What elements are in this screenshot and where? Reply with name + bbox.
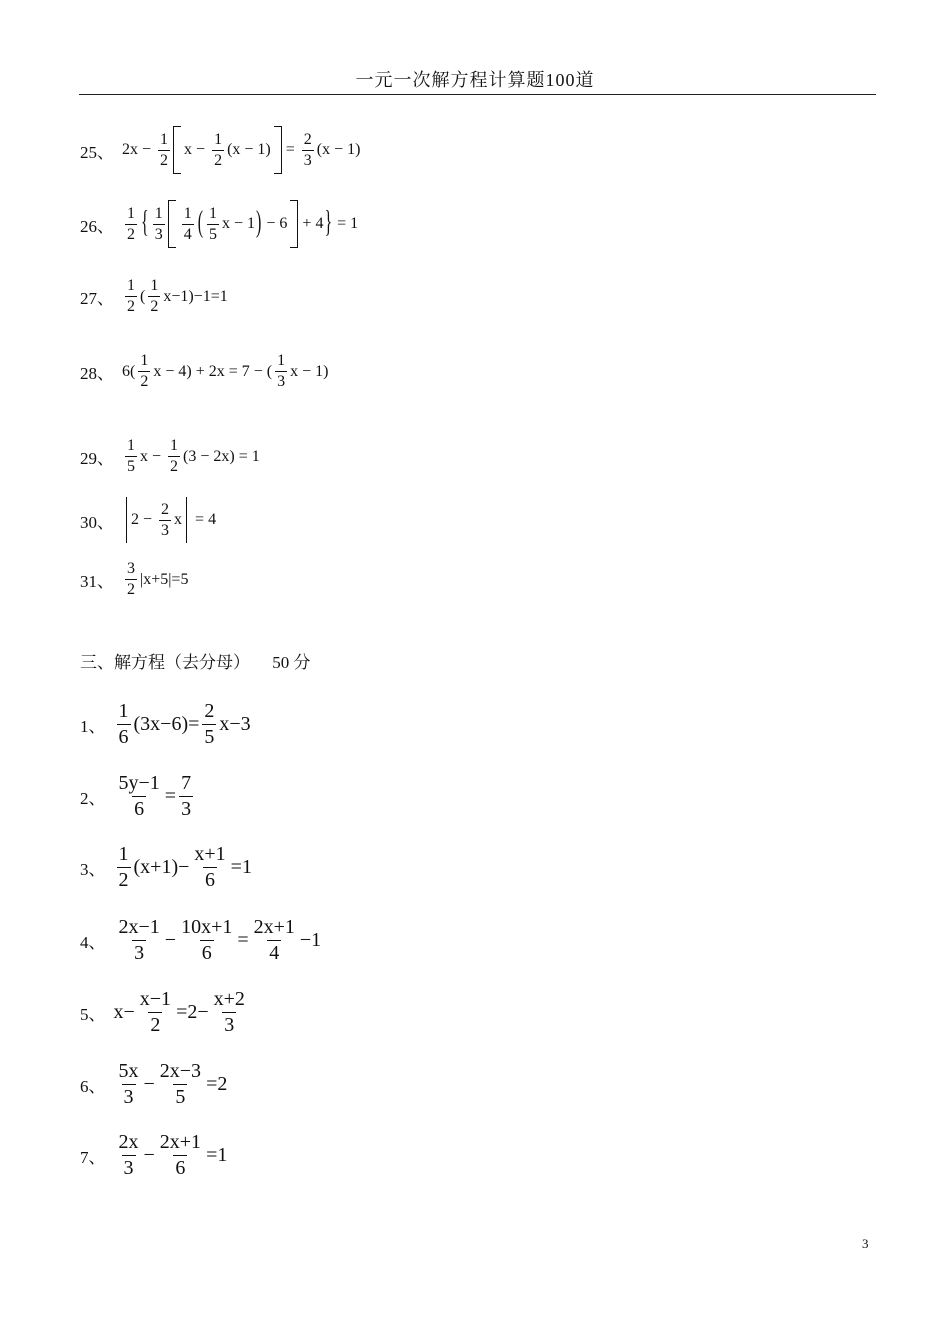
- equation-number: 5、: [80, 1005, 106, 1024]
- equation-body: $\frac{2x}{3}$ − $\frac{2x+1}{6}$ =1: [118, 1131, 228, 1179]
- header-rule: [79, 94, 876, 95]
- equation-30: [80, 497, 216, 543]
- equation-s3-5: [80, 988, 250, 1037]
- equation-26: [80, 200, 358, 248]
- section-title: [80, 648, 311, 673]
- page-header-title: 一元一次解方程计算题100道: [355, 70, 595, 90]
- equation-number: 25、: [80, 142, 114, 162]
- equation-body: $\frac{5x}{3}$ − $\frac{2x-3}{5}$ =2: [118, 1060, 228, 1108]
- equation-25: [80, 126, 360, 174]
- equation-s3-7: [80, 1131, 227, 1180]
- page-number: 3: [862, 1236, 869, 1251]
- equation-body: $\frac{1}{2}$ { $\frac{1}{3}$ $\frac{1}{4}$ ( $\frac{1}{5}$ x − 1 ) − 6 + 4 } = 1: [122, 200, 358, 248]
- equation-number: 4、: [80, 933, 106, 952]
- equation-body: $\frac{1}{5}$ x − $\frac{1}{2}$ (3 − 2 x ) = 1: [127, 437, 260, 475]
- equation-number: 7、: [80, 1148, 106, 1167]
- equation-s3-6: [80, 1060, 227, 1109]
- equation-body: $\frac{1}{6}$ (3 x −6)= $\frac{2}{5}$ x −3: [118, 700, 251, 748]
- equation-number: 6、: [80, 1077, 106, 1096]
- equation-body: 2 x − $\frac{1}{2}$ x − $\frac{1}{2}$ ( x − 1) = $\frac{2}{3}$ ( x − 1): [122, 126, 360, 174]
- equation-body: x − $\frac{x-1}{2}$ =2− $\frac{x+2}{3}$: [113, 988, 245, 1036]
- equation-body: $\frac{2x-1}{3}$ − $\frac{10x+1}{6}$ = $\frac{2x+1}{4}$ −1: [118, 916, 322, 964]
- equation-28: [80, 352, 328, 391]
- equation-31: [80, 560, 188, 599]
- section-score: 50 分: [272, 653, 311, 672]
- equation-number: 3、: [80, 860, 106, 879]
- equation-number: 31、: [80, 572, 114, 591]
- equation-number: 2、: [80, 789, 106, 808]
- equation-number: 26、: [80, 216, 114, 236]
- equation-number: 28、: [80, 364, 114, 383]
- equation-body: 2 − $\frac{2}{3}$ x = 4: [122, 497, 216, 543]
- equation-body: 6( $\frac{1}{2}$ x − 4) + 2 x = 7 − ( $\frac{1}{3}$ x − 1): [122, 352, 329, 390]
- section-heading: 三、解方程（去分母）: [80, 653, 250, 672]
- equation-29: [80, 437, 260, 476]
- equation-s3-1: [80, 700, 251, 749]
- equation-s3-2: [80, 772, 196, 821]
- equation-s3-4: [80, 916, 321, 965]
- equation-body: $\frac{1}{2}$ ( $\frac{1}{2}$ x −1)−1=1: [127, 277, 228, 315]
- equation-body: $\frac{3}{2}$ | x +5|=5: [127, 560, 189, 598]
- equation-body: $\frac{5y-1}{6}$ = $\frac{7}{3}$: [118, 772, 192, 820]
- equation-number: 30、: [80, 512, 114, 532]
- equation-number: 29、: [80, 449, 114, 468]
- equation-number: 27、: [80, 289, 114, 308]
- equation-27: [80, 277, 228, 316]
- equation-s3-3: [80, 843, 252, 892]
- equation-number: 1、: [80, 717, 106, 736]
- equation-body: $\frac{1}{2}$ ( x +1)− $\frac{x+1}{6}$ =1: [118, 843, 252, 891]
